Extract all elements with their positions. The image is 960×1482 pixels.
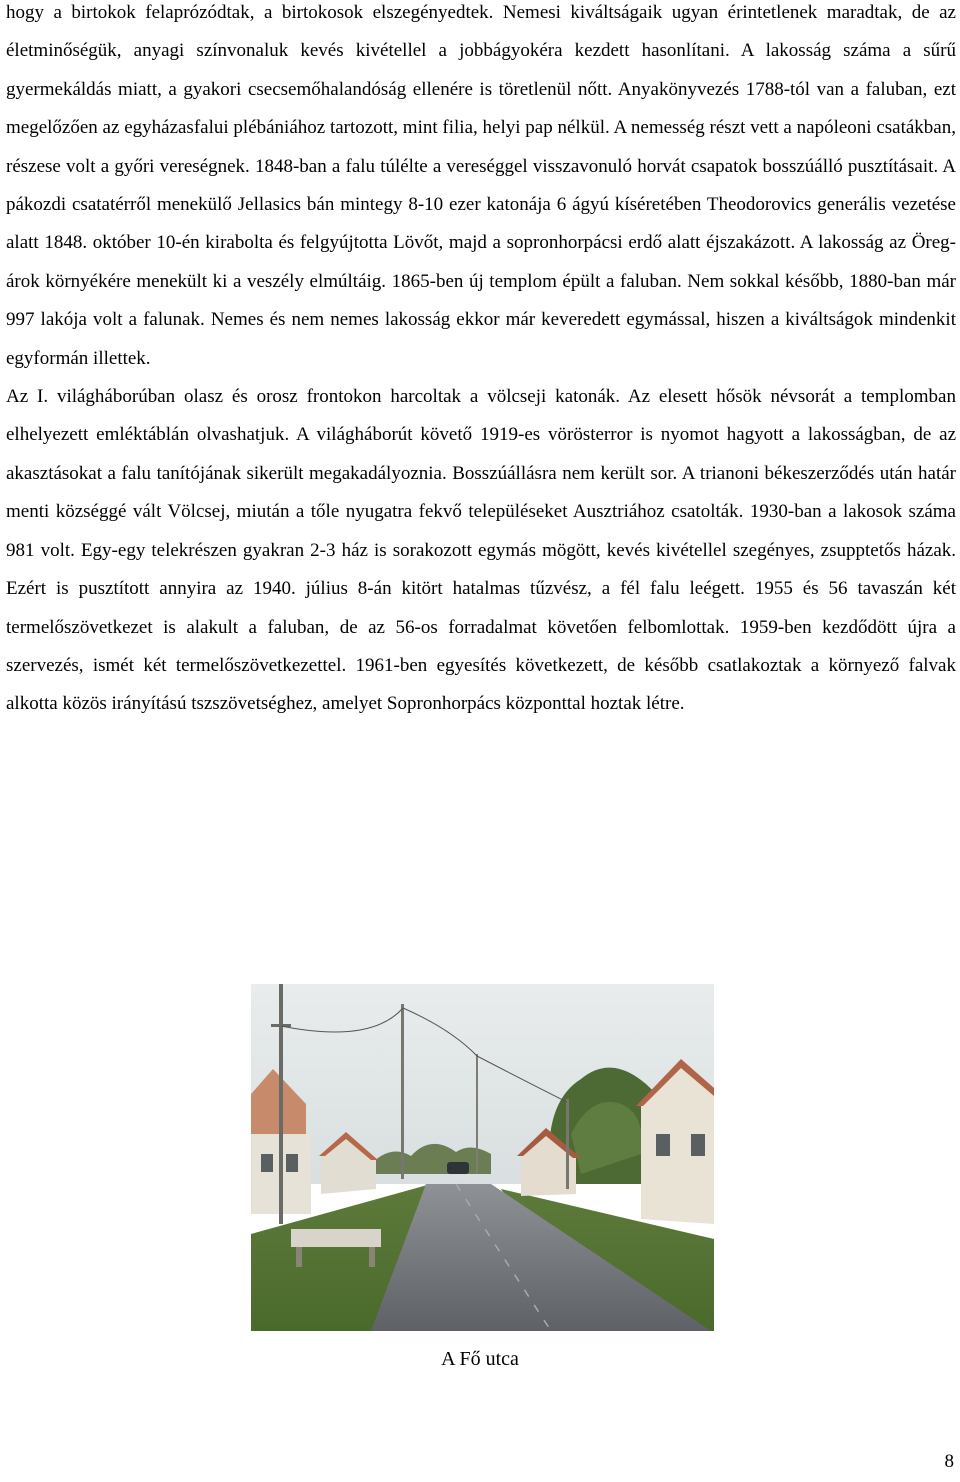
street-photo <box>251 984 714 1331</box>
page-number: 8 <box>944 1451 954 1472</box>
body-paragraph-1: hogy a birtokok felaprózódtak, a birtokosok elszegényedtek. Nemesi kiváltságaik ugyan érintetlenek maradtak, de az életminőségük, anyagi színvonaluk kevés kivétellel a jobbágyokéra kezdett hasonlítani. A lakosság száma a sűrű gyermekáldás miatt, a gyakori csecsemőhalandóság ellenére is töretlenül nőtt. Anyakönyvezés 1788-tól van a faluban, ezt megelőzően az egyházasfalui plébániához tartozott, mint filia, helyi pap nélkül. A nemesség részt vett a napóleoni csatákban, részese volt a győri vereségnek. 1848-ban a falu túlélte a vereséggel visszavonuló horvát csapatok bosszúálló pusztításait. A pákozdi csatatérről menekülő Jellasics bán mintegy 8-10 ezer katonája 6 ágyú kíséretében Theodorovics generális vezetése alatt 1848. október 10-én kirabolta és felgyújtotta Lövőt, majd a sopronhorpácsi erdő alatt éjszakázott. A lakosság az Öreg-árok környékére menekült ki a veszély elmúltáig. 1865-ben új templom épült a faluban. Nem sokkal később, 1880-ban már 997 lakója volt a falunak. Nemes és nem nemes lakosság ekkor már keveredett egymással, hiszen a kiváltságok mindenkit egyformán illettek. <box>6 2 956 369</box>
figure-caption: A Fő utca <box>441 1348 519 1370</box>
document-page <box>6 0 956 724</box>
body-paragraph-2: Az I. világháborúban olasz és orosz frontokon harcoltak a völcseji katonák. Az elesett hősök névsorát a templomban elhelyezett emléktáblán olvashatjuk. A világháborút követő 1919-es vörösterror is nyomot hagyott a lakosságban, de az akasztásokat a falu tanítójának sikerült megakadályoznia. Bosszúállásra nem került sor. A trianoni békeszerződés után határ menti községgé vált Völcsej, miután a tőle nyugatra fekvő településeket Ausztriához csatolták. 1930-ban a lakosok száma 981 volt. Egy-egy telekrészen gyakran 2-3 ház is sorakozott egymás mögött, kevés kivétellel szegényes, zsupptetős házak. Ezért is pusztított annyira az 1940. július 8-án kitört hatalmas tűzvész, a fél falu leégett. 1955 és 56 tavaszán két termelőszövetkezet is alakult a faluban, de az 56-os forradalmat követően felbomlottak. 1959-ben kezdődött újra a szervezés, ismét két termelőszövetkezettel. 1961-ben egyesítés következett, de később csatlakoztak a környező falvak alkotta közös irányítású tszszövetséghez, amelyet Sopronhorpács központtal hoztak létre. <box>6 386 956 715</box>
